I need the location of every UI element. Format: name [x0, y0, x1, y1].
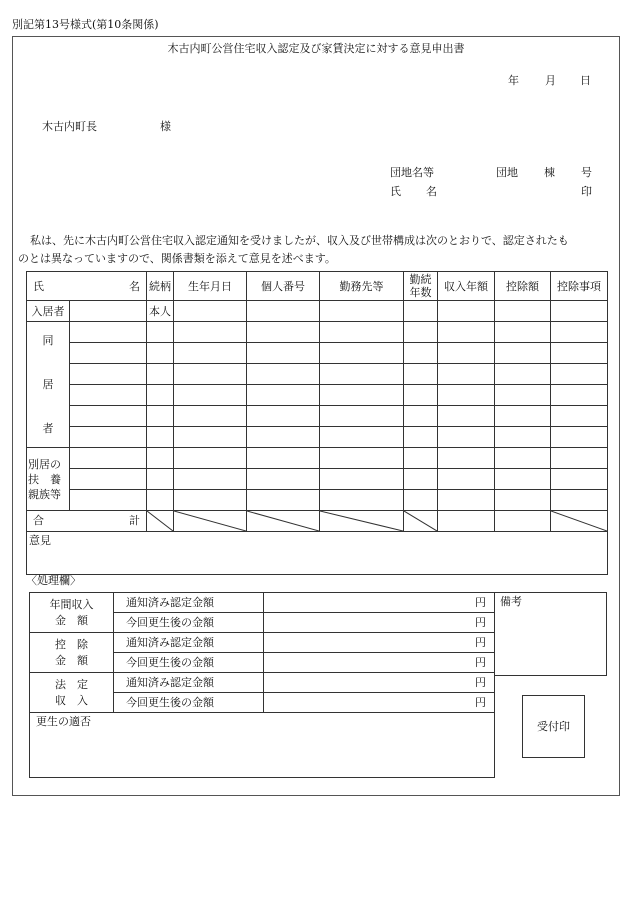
seal-mark: 印 — [581, 185, 592, 198]
cohabitant-label-3: 者 — [42, 421, 54, 435]
tenure-header-1: 勤続 — [409, 273, 432, 286]
separate-label-1: 別居の — [28, 457, 61, 471]
remarks-box[interactable] — [494, 592, 607, 676]
name-header-1: 氏 — [33, 280, 44, 293]
diagonal-cell — [404, 511, 438, 532]
table-row — [27, 301, 608, 322]
workplace-header: 勤務先等 — [320, 272, 404, 301]
yen-unit[interactable]: 円 — [264, 673, 495, 693]
notified-amount-label: 通知済み認定金額 — [114, 633, 264, 653]
receipt-seal-box — [522, 695, 585, 758]
total-row — [27, 511, 608, 532]
legal-income-label-1: 法 定 — [55, 677, 88, 691]
date-month: 月 — [545, 74, 556, 87]
deduction-label-1: 控 除 — [55, 637, 88, 651]
name-label-1: 氏 — [390, 185, 401, 198]
tenure-header-2: 年数 — [409, 286, 432, 299]
total-label-2: 計 — [129, 514, 140, 527]
danchi-label: 団地名等 — [390, 166, 434, 179]
annual-income-label-2: 金 額 — [55, 613, 88, 627]
total-label — [27, 511, 147, 532]
processing-table — [29, 592, 495, 778]
table-row — [27, 448, 608, 469]
tenure-header — [404, 272, 438, 301]
separate-relatives-label — [27, 448, 70, 511]
deduction-amount-header: 控除額 — [495, 272, 551, 301]
occupant-relation: 本人 — [147, 301, 174, 322]
addressee-honorific: 様 — [160, 120, 171, 133]
remarks-label: 備考 — [500, 595, 522, 608]
yen-unit[interactable]: 円 — [264, 653, 495, 673]
correction-label: 更生の適否 — [36, 715, 91, 728]
table-row — [27, 469, 608, 490]
separate-label-2: 扶 養 — [28, 472, 61, 486]
diagonal-cell — [174, 511, 247, 532]
id-number-header: 個人番号 — [247, 272, 320, 301]
annual-income-label-1: 年間収入 — [49, 597, 94, 611]
table-row — [27, 322, 608, 343]
diagonal-cell — [320, 511, 404, 532]
page-title: 木古内町公営住宅収入認定及び家賃決定に対する意見申出書 — [167, 42, 465, 55]
diagonal-cell — [551, 511, 608, 532]
annual-income-header: 収入年額 — [438, 272, 495, 301]
deduction-label — [30, 633, 114, 673]
correction-field[interactable] — [30, 713, 495, 778]
notified-amount-label: 通知済み認定金額 — [114, 673, 264, 693]
revised-amount-label: 今回更生後の金額 — [114, 653, 264, 673]
name-header-2: 名 — [129, 280, 140, 293]
form-number: 別記第13号様式(第10条関係) — [12, 18, 159, 31]
danchi-unit: 団地 — [496, 166, 518, 179]
total-deduction-cell[interactable] — [495, 511, 551, 532]
occupant-label: 入居者 — [27, 301, 70, 322]
number-unit: 号 — [581, 166, 592, 179]
table-row — [27, 490, 608, 511]
notified-amount-label: 通知済み認定金額 — [114, 593, 264, 613]
cohabitant-label — [27, 322, 70, 448]
yen-unit[interactable]: 円 — [264, 613, 495, 633]
table-row — [27, 385, 608, 406]
table-row — [27, 427, 608, 448]
building-unit: 棟 — [544, 166, 555, 179]
opinion-field[interactable] — [27, 532, 608, 575]
diagonal-cell — [247, 511, 320, 532]
household-table — [26, 271, 608, 575]
legal-income-label-2: 収 入 — [55, 693, 88, 707]
yen-unit[interactable]: 円 — [264, 693, 495, 713]
cohabitant-label-1: 同 — [42, 333, 54, 347]
revised-amount-label: 今回更生後の金額 — [114, 693, 264, 713]
addressee-name: 木古内町長 — [42, 120, 97, 133]
yen-unit[interactable]: 円 — [264, 593, 495, 613]
statement-line-1: 私は、先に木古内町公営住宅収入認定通知を受けましたが、収入及び世帯構成は次のとおりで、認定されたも — [30, 234, 569, 247]
table-row — [27, 364, 608, 385]
date-year: 年 — [508, 74, 519, 87]
table-cell[interactable] — [70, 301, 147, 322]
name-header — [27, 272, 147, 301]
birthdate-header: 生年月日 — [174, 272, 247, 301]
legal-income-label — [30, 673, 114, 713]
cohabitant-label-2: 居 — [42, 377, 54, 391]
total-income-cell[interactable] — [438, 511, 495, 532]
date-day: 日 — [580, 74, 591, 87]
total-label-1: 合 — [33, 514, 44, 527]
diagonal-cell — [147, 511, 174, 532]
statement-line-2: のとは異なっていますので、関係書類を添えて意見を述べます。 — [18, 252, 336, 265]
name-label-2: 名 — [426, 185, 437, 198]
annual-income-label — [30, 593, 114, 633]
deduction-items-header: 控除事項 — [551, 272, 608, 301]
receipt-seal-label: 受付印 — [537, 720, 570, 733]
relation-header: 続柄 — [147, 272, 174, 301]
deduction-label-2: 金 額 — [55, 653, 88, 667]
opinion-label: 意見 — [29, 534, 51, 547]
table-row — [27, 406, 608, 427]
separate-label-3: 親族等 — [28, 487, 61, 501]
revised-amount-label: 今回更生後の金額 — [114, 613, 264, 633]
opinion-row — [27, 532, 608, 575]
processing-section-label: 〈処理欄〉 — [26, 574, 81, 587]
yen-unit[interactable]: 円 — [264, 633, 495, 653]
table-row — [27, 343, 608, 364]
